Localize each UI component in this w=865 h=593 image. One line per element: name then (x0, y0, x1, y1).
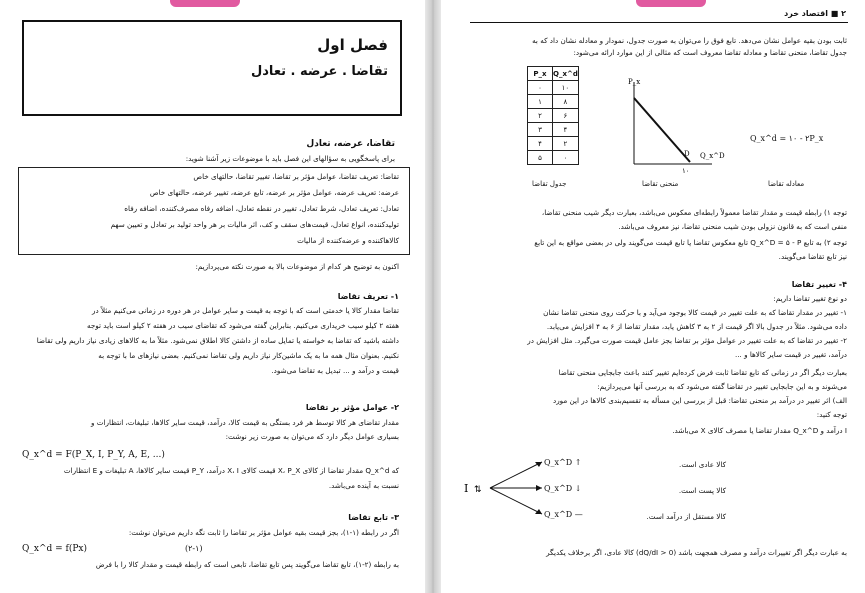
sec1-line: قیمت و درآمد و ... تبدیل به تقاضا می‌شود. (271, 366, 399, 375)
arrow-label: کالا مستقل از درآمد است. (646, 512, 726, 521)
table-cell: ۵ (528, 151, 553, 165)
sec2-line: بسیاری عوامل دیگر دارد که می‌توان به صورت زیر نوشت: (225, 432, 399, 441)
table-cell: ۳ (528, 123, 553, 137)
table-cell: ۰ (528, 81, 553, 95)
demand-table (527, 66, 579, 165)
sec2-explain: نسبت به آینده می‌باشد. (328, 481, 399, 490)
sec1-line: نکنیم. بعنوان مثال همه ما به یک ماشین‌کار نیاز داریم ولی تقاضا نمی‌کنیم. بعضی نیازهای ما با توجه به (98, 351, 399, 360)
sec2-title: ۲- عوامل مؤثر بر تقاضا (305, 403, 399, 412)
sec4-title: ۴- تغییر تقاضا (791, 280, 847, 289)
sec4-line: بعبارت دیگر اگر در زمانی که تابع تقاضا ثابت فرض کرده‌ایم تغییر کنند باعث جابجایی منحنی تقاضا (558, 368, 847, 377)
sec4-line: I درآمد و Q_x^D مقدار تقاضا یا مصرف کالای X می‌باشد. (672, 426, 847, 435)
arrow-sym: Q_x^D ↑ (544, 458, 582, 467)
arrow-normal (490, 462, 542, 488)
sec1-line: تقاضا مقدار کالا یا خدمتی است که با توجه به قیمت و سایر عوامل در هر دوره در زمانی می‌کنیم مثلاً در (92, 306, 399, 315)
topics-line: کالاهاکننده و عرضه‌کننده از مالیات (297, 236, 399, 245)
sec1-title: ۱- تعریف تقاضا (337, 292, 399, 301)
sec4-line: الف) اثر تغییر در درآمد بر منحنی تقاضا: قبل از بررسی این مسأله به تقسیم‌بندی کالاها در این مورد (553, 396, 847, 405)
table-cell: ۱ (528, 95, 553, 109)
x-tick: ۱۰ (682, 167, 690, 175)
book-gutter (425, 0, 441, 593)
y-axis-label: P_x (628, 78, 641, 86)
sec4-line: داده می‌شود. مثلاً در جدول بالا اگر قیمت از ۲ به ۳ کاهش یابد، مقدار تقاضا از ۶ به ۴ افزایش می‌یابد. (546, 322, 847, 331)
sec4-line: ۲- تغییر در تقاضا که به علت تغییر در عوامل مؤثر بر تقاضا بجز عامل قیمت صورت می‌گیرد. مثل افزایش در (527, 336, 847, 345)
topics-line: تقاضا: تعریف تقاضا، عوامل مؤثر بر تقاضا، تغییر تقاضا، حالتهای خاص (193, 172, 399, 181)
demand-equation: Q_x^d = ۱۰ - ۲P_x (750, 134, 824, 143)
table-cell: ۲ (528, 109, 553, 123)
left-page (0, 0, 425, 593)
arrow-label: کالا پست است. (678, 486, 726, 495)
equation-number: (۲-۱) (185, 544, 203, 553)
caption-curve: منحنی تقاضا (642, 180, 679, 188)
sec2-explain: که Q_x^d مقدار تقاضا از کالای X، P_X قیمت کالای X، I درآمد، P_Y قیمت سایر کالاها، A تبلیغات و E انتظارات (63, 466, 399, 475)
page-tab-marker (636, 0, 706, 7)
arrow-sym: Q_x^D ↓ (544, 484, 582, 493)
arrow-label: کالا عادی است. (679, 460, 726, 469)
caption-equation: معادله تقاضا (768, 180, 805, 188)
intro-line: ثابت بودن بقیه عوامل نشان می‌دهد. تابع فوق را می‌توان به صورت جدول، نمودار و معادله نشان داد که به (532, 36, 847, 45)
table-header-px: P_x (528, 67, 553, 81)
sec4-line: دو نوع تغییر تقاضا داریم: (773, 294, 847, 303)
bottom-line: به عبارت دیگر اگر تغییرات درآمد و مصرف همجهت باشد (0 < dQ/dI) کالا عادی، اگر برخلاف یکدیگر (546, 548, 847, 557)
sec3-title: ۳- تابع تقاضا (348, 513, 399, 522)
sec1-line: داشته باشید که تقاضا به خواسته یا تمایل ساده از داشتن کالا اطلاق نمی‌شود. مثلاً ما به کالاهای زیادی نیاز داریم ولی تقاضا (36, 336, 399, 345)
sec2-line: مقدار تقاضای هر کالا توسط هر فرد بستگی به قیمت کالا، درآمد، قیمت سایر کالاها، تبلیغات، انتظارات و (91, 418, 399, 427)
chapter-subtitle: تقاضا . عرضه . تعادل (250, 64, 388, 79)
arrow-sym: Q_x^D — (544, 510, 583, 519)
table-cell: ۰ (553, 151, 579, 165)
note1-line: منفی است که به قانون نزولی بودن شیب منحنی تقاضا، نیز معروف می‌باشد. (618, 222, 847, 231)
table-cell: ۴ (553, 123, 579, 137)
table-cell: ۲ (553, 137, 579, 151)
income-change-icon: ⇅ (474, 485, 482, 495)
income-symbol: I (464, 482, 469, 495)
section-heading: تقاضا، عرضه، تعادل (306, 139, 395, 149)
demand-curve (634, 98, 690, 162)
note2-line: نیز تابع تقاضا می‌گویند. (778, 252, 847, 261)
demand-factors-formula: Q_x^d = F(P_X, I, P_Y, A, E, ...) (22, 450, 165, 460)
curve-label: D (684, 150, 690, 158)
sec3-last-line: به رابطه (۲-۱)، تابع تقاضا می‌گویند پس تابع تقاضا، تابعی است که رابطه قیمت و مقدار کالا را با فرض (95, 560, 399, 569)
running-header (470, 8, 848, 23)
table-header-qd: Q_x^d (553, 67, 579, 81)
table-cell: ۶ (553, 109, 579, 123)
note2-line: توجه ۲) به تابع Q_x^D = ۵ - P تابع معکوس تقاضا یا تابع قیمت می‌گویند ولی در بعضی مواقع به این تابع (534, 238, 847, 247)
caption-table: جدول تقاضا (532, 180, 567, 188)
topics-line: تولیدکننده، انواع تعادل، قیمت‌های سقف و کف، اثر مالیات بر هر واحد تولید بر تعادل و تعیین سهم (110, 220, 399, 229)
after-box-text: اکنون به توضیح هر کدام از موضوعات بالا به صورت نکته می‌پردازیم: (195, 262, 399, 271)
sec4-line: ۱- تغییر در مقدار تقاضا که به علت تغییر در قیمت کالا بوجود می‌آید و با حرکت روی منحنی تقاضا نشان (543, 308, 847, 317)
topics-line: تعادل: تعریف تعادل، شرط تعادل، تغییر در نقطه تعادل، اضافه رفاه مصرف‌کننده، اضافه رفاه (124, 204, 399, 213)
sec1-line: هفته ۲ کیلو سیب خریداری می‌کنیم. بنابراین گفته می‌شود که تقاضای سیب در هفته ۲ کیلو است باید توجه (87, 321, 399, 330)
sec4-line: می‌شوند و به این جابجایی تغییر در تقاضا گفته می‌شود که به بررسی آنها می‌پردازیم: (597, 382, 847, 391)
table-cell: ۱۰ (553, 81, 579, 95)
chapter-title-box (22, 20, 402, 116)
running-header-text: ۲ ■ اقتصاد خرد (784, 9, 846, 18)
topics-line: عرضه: تعریف عرضه، عوامل مؤثر بر عرضه، تابع عرضه، تغییر عرضه، حالتهای خاص (149, 188, 399, 197)
x-axis-label: Q_x^D (700, 152, 725, 160)
intro-line: جدول تقاضا، منحنی تقاضا و معادله تقاضا معروف است که مثالی از این موارد ارائه می‌شود: (573, 48, 847, 57)
page-tab-marker (170, 0, 240, 7)
table-cell: ۸ (553, 95, 579, 109)
table-cell: ۴ (528, 137, 553, 151)
sec4-line: توجه کنید: (816, 410, 847, 419)
sec4-line: درآمد، تغییر در قیمت سایر کالاها و ... (734, 350, 847, 359)
arrow-head (536, 485, 542, 491)
demand-function-formula: Q_x^d = f(Px) (22, 544, 88, 554)
sec3-line: اگر در رابطه (۱-۱)، بجز قیمت بقیه عوامل مؤثر بر تقاضا را ثابت نگه داریم می‌توان نوشت: (128, 528, 399, 537)
demand-curve-graph (620, 76, 725, 176)
arrow-independent (490, 488, 542, 514)
intro-text: برای پاسخگویی به سؤالهای این فصل باید با موضوعات زیر آشنا شوید: (185, 154, 395, 163)
note1-line: توجه ۱) رابطه قیمت و مقدار تقاضا معمولاً رابطه‌ای معکوس می‌باشد، بعبارت دیگر شیب منحنی تقاضا، (541, 208, 847, 217)
chapter-title: فصل اول (317, 36, 388, 54)
